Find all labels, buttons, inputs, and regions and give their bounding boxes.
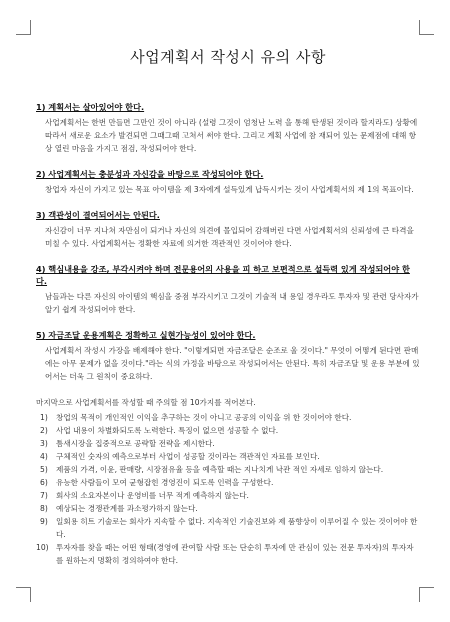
list-item-text: 창업의 목적이 개인적인 이익을 추구하는 것이 아니고 공공의 이익을 위 한 것이어야 한다.	[56, 413, 352, 422]
list-item-number: 2)	[40, 426, 48, 435]
section-3	[36, 209, 420, 250]
list-item-number: 6)	[40, 478, 48, 487]
closing-intro: 마지막으로 사업계획서를 작성할 때 주의할 점 10가지를 적어본다.	[36, 398, 256, 407]
list-item	[36, 437, 420, 450]
list-item-text: 유능한 사람들이 모여 균형잡힌 경영진이 되도록 인력을 구성한다.	[56, 478, 274, 487]
list-item	[36, 476, 420, 489]
list-item-text: 틈새시장을 집중적으로 공략할 전략을 제시한다.	[56, 439, 215, 448]
list-item-text: 회사의 소요자본이나 운영비를 너무 적게 예측하지 않는다.	[56, 491, 249, 500]
section-heading: 3) 객관성이 결여되어서는 안된다.	[36, 210, 160, 220]
crop-mark-bottom-left	[16, 587, 31, 602]
list-item-number: 5)	[40, 465, 48, 474]
list-item-number: 4)	[40, 452, 48, 461]
tips-list	[36, 411, 420, 567]
list-item	[36, 515, 420, 541]
list-item	[36, 463, 420, 476]
document-body	[36, 46, 420, 580]
section-2	[36, 168, 420, 196]
list-item	[36, 502, 420, 515]
section-text: 사업계획서 작성시 가장을 배제해야 한다. "이렇게되면 자금조달은 순조로 울 것이다." 무엇이 어떻게 된다면 판매에는 아무 문제가 없을 것이다."라는 식의 가정을 바탕으로 작성되어서는 안된다. 특히 자금조달 및 운용 부분에 있어서는 더욱 그 원칙이 중요하다.	[45, 346, 420, 381]
section-heading: 2) 사업계획서는 충분성과 자신감을 바탕으로 작성되어야 한다.	[36, 169, 264, 179]
list-item-text: 구체적인 숫자의 예측으로부터 사업이 성공할 것이라는 객관적인 자료를 보인다.	[56, 452, 320, 461]
section-heading: 4) 핵심내용을 강조, 부각시켜야 하며 전문용어의 사용을 피 하고 보편적으로 설득력 있게 작성되어야 한다.	[36, 264, 410, 286]
list-item	[36, 489, 420, 502]
section-heading: 5) 자금조달 운용계획은 정확하고 실현가능성이 있어야 한다.	[36, 330, 256, 340]
section-heading: 1) 계획서는 살아있어야 한다.	[36, 102, 145, 112]
list-item	[36, 411, 420, 424]
section-4	[36, 263, 420, 316]
list-item-text: 제품의 가격, 이윤, 판매량, 시장점유율 등을 예측할 때는 지나치게 낙관 적인 자세로 임하지 않는다.	[56, 465, 384, 474]
list-item-number: 3)	[40, 439, 48, 448]
list-item-text: 예상되는 경쟁관계를 과소평가하지 않는다.	[56, 504, 198, 513]
crop-mark-top-right	[419, 20, 434, 35]
list-item-number: 8)	[40, 504, 48, 513]
section-text: 창업자 자신이 가지고 있는 목표 아이템을 제 3자에게 설득있게 납득시키는 것이 사업계획서의 제 1의 목표이다.	[45, 185, 414, 194]
list-item-number: 1)	[40, 413, 48, 422]
list-item	[36, 541, 420, 567]
list-item-number: 7)	[40, 491, 48, 500]
crop-mark-bottom-right	[419, 587, 434, 602]
list-item-text: 사업 내용이 차별화되도록 노력한다. 특징이 없으면 성공할 수 없다.	[56, 426, 279, 435]
list-item-text: 일회용 히트 기술로는 회사가 지속할 수 없다. 지속적인 기술진보와 제 품향상이 이루어질 수 있는 것이어야 한다.	[56, 517, 418, 539]
section-1	[36, 101, 420, 155]
section-5	[36, 329, 420, 383]
list-item-text: 투자자를 찾을 때는 어떤 형태(경영에 관여할 사람 또는 단순히 투자에 만 관심이 있는 전문 투자자)의 투자자를 원하는지 명확히 정의하여야 한다.	[56, 543, 414, 565]
section-text: 남들과는 다른 자신의 아이템의 핵심을 중점 부각시키고 그것이 기술적 내 용일 경우라도 투자자 및 관련 당사자가 알기 쉽게 작성되어야 한다.	[45, 292, 419, 314]
crop-mark-top-left	[16, 20, 31, 35]
section-text: 자신감이 너무 지나쳐 자만심이 되거나 자신의 의견에 몰입되어 감해버린 다면 사업계획서의 신뢰성에 큰 타격을 미칠 수 있다. 사업계획서는 정확한 자료에 의거한 객관적인 것이어야 한다.	[45, 226, 414, 248]
document-title: 사업계획서 작성시 유의 사항	[130, 48, 326, 66]
list-item-number: 9)	[40, 517, 48, 526]
section-text: 사업계획서는 한번 만들면 그만인 것이 아니라 (설령 그것이 엄청난 노력 을 통해 탄생된 것이라 할지라도) 상황에 따라서 새로운 요소가 발견되면 그때그때 고쳐서 써야 한다. 그리고 계획 사업에 참 재되어 있는 문제점에 대해 항상 열린 마음을 가지고 점검, 작성되어야 한다.	[45, 118, 418, 153]
list-item	[36, 450, 420, 463]
closing-section	[36, 396, 420, 567]
list-item	[36, 424, 420, 437]
list-item-number: 10)	[36, 543, 49, 552]
